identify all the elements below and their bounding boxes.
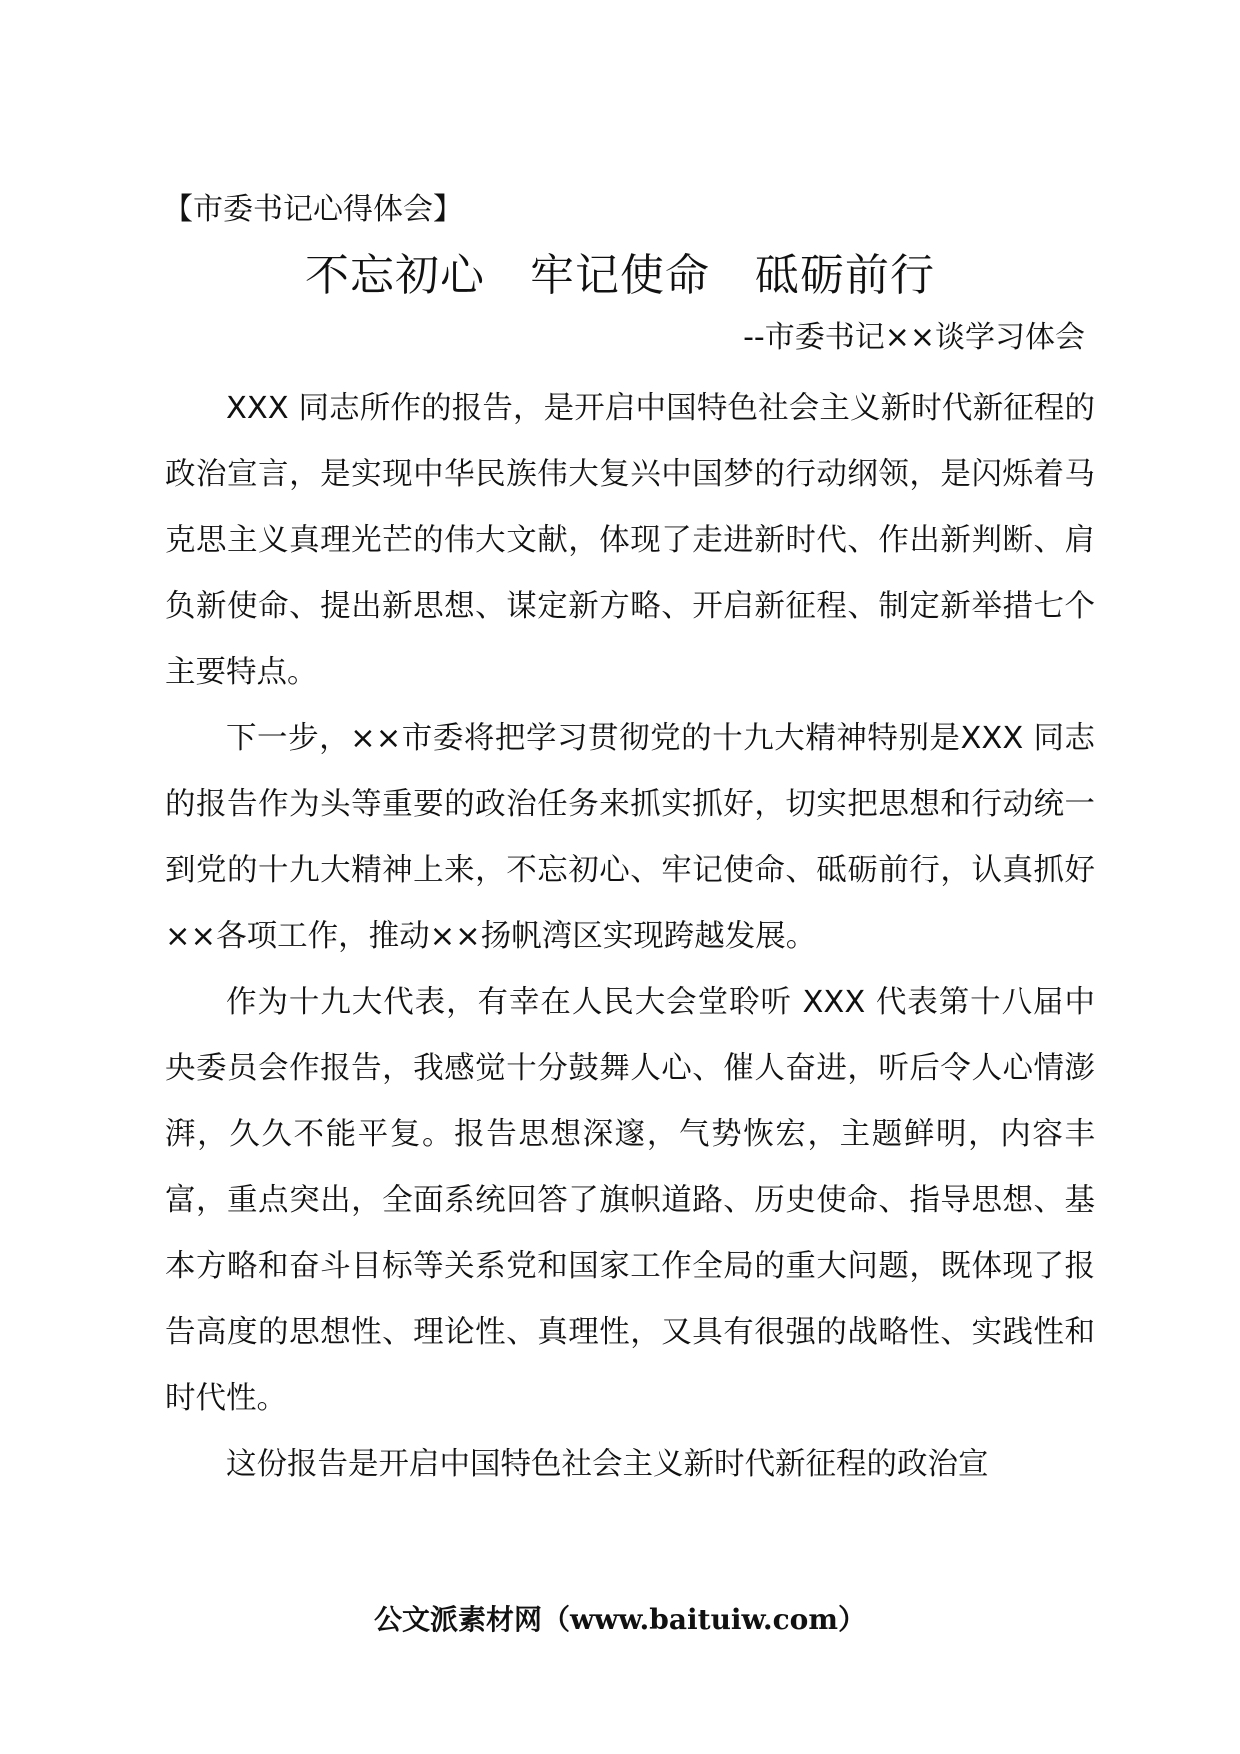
category-tag: 【市委书记心得体会】 xyxy=(163,192,463,227)
paragraph-2: 下一步，××市委将把学习贯彻党的十九大精神特别是XXX 同志的报告作为头等重要的政治任务来抓实抓好，切实把思想和行动统一到党的十九大精神上来，不忘初心、牢记使命、砥砺前行，认真抓好××各项工作，推动××扬帆湾区实现跨越发展。 xyxy=(165,721,1095,954)
document-body xyxy=(165,376,1095,1498)
paragraph-4: 这份报告是开启中国特色社会主义新时代新征程的政治宣 xyxy=(226,1447,989,1482)
document-title: 不忘初心 牢记使命 砥砺前行 xyxy=(305,250,935,301)
paragraph-1: XXX 同志所作的报告，是开启中国特色社会主义新时代新征程的政治宣言，是实现中华民族伟大复兴中国梦的行动纲领，是闪烁着马克思主义真理光芒的伟大文献，体现了走进新时代、作出新判断、肩负新使命、提出新思想、谋定新方略、开启新征程、制定新举措七个主要特点。 xyxy=(165,391,1095,690)
footer-watermark: 公文派素材网（www.baituiw.com） xyxy=(374,1603,866,1636)
paragraph-3: 作为十九大代表，有幸在人民大会堂聆听 XXX 代表第十八届中央委员会作报告，我感觉十分鼓舞人心、催人奋进，听后令人心情澎湃，久久不能平复。报告思想深邃，气势恢宏，主题鲜明，内容丰富，重点突出，全面系统回答了旗帜道路、历史使命、指导思想、基本方略和奋斗目标等关系党和国家工作全局的重大问题，既体现了报告高度的思想性、理论性、真理性，又具有很强的战略性、实践性和时代性。 xyxy=(165,985,1095,1416)
document-subtitle: --市委书记××谈学习体会 xyxy=(743,320,1085,355)
